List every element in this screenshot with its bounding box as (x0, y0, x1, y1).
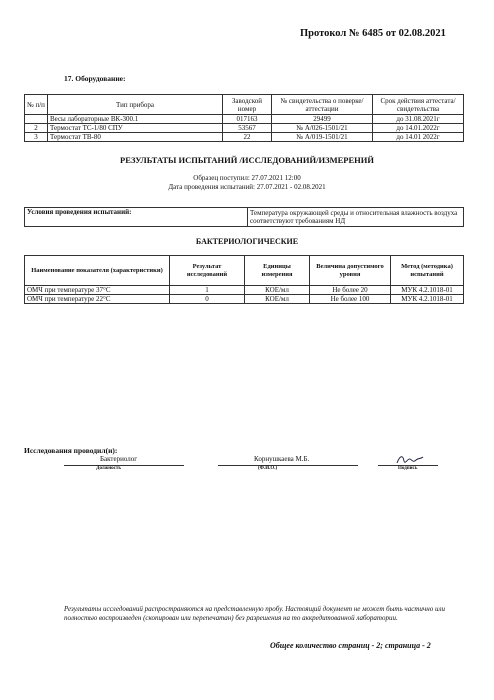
name-value: Корнушкаева М.Б. (254, 455, 310, 463)
cell: 2 (25, 124, 48, 133)
position-caption: Должность (96, 466, 122, 471)
cell: Термостат ТВ-80 (48, 133, 223, 142)
name-caption: (Ф.И.О.) (258, 466, 278, 471)
cell: № А/026-1501/21 (272, 124, 373, 133)
equip-col-cert: № свидетельства о поверке/аттестации (272, 95, 373, 115)
bact-col-name: Наименование показателя (характеристики) (25, 256, 170, 286)
table-row (25, 133, 464, 142)
cell: до 14.01.2022г (373, 124, 464, 133)
cell (25, 115, 48, 124)
cell: до 31.08.2021г (373, 115, 464, 124)
cell: Термостат ТС-1/80 СПУ (48, 124, 223, 133)
position-value: Бактериолог (100, 455, 138, 463)
cell: 29499 (272, 115, 373, 124)
cell: 1 (170, 286, 245, 295)
cell: 22 (223, 133, 272, 142)
test-dates: Дата проведения испытаний: 27.07.2021 - 02.08.2021 (168, 183, 326, 191)
results-title: РЕЗУЛЬТАТЫ ИСПЫТАНИЙ /ИССЛЕДОВАНИЙ/ИЗМЕРЕНИЙ (120, 155, 374, 165)
bact-col-method: Метод (методика) испытаний (391, 256, 464, 286)
cell: до 14.01 2022г (373, 133, 464, 142)
equip-col-serial: Заводской номер (223, 95, 272, 115)
handwritten-signature (395, 453, 425, 467)
cell: Не более 20 (310, 286, 391, 295)
cell: Не более 100 (310, 295, 391, 304)
cell: МУК 4.2.1018-01 (391, 295, 464, 304)
bacteriology-table (24, 255, 464, 304)
cell: 0 (170, 295, 245, 304)
equipment-table (24, 94, 464, 142)
equipment-section-title: 17. Оборудование: (64, 74, 126, 83)
equip-col-validity: Срок действия аттестата/свидетельства (373, 95, 464, 115)
cell: МУК 4.2.1018-01 (391, 286, 464, 295)
bact-col-result: Результат исследований (170, 256, 245, 286)
cell: 017163 (223, 115, 272, 124)
table-row (25, 115, 464, 124)
cell: № А/019-1501/21 (272, 133, 373, 142)
footer-disclaimer: Результаты исследований распространяются на представленную пробу. Настоящий документ не может быть частично или полностью воспроизведен (скопирован или перепечатан) без разрешения на то аккредитованной лаборатории. (64, 605, 445, 622)
equip-col-type: Тип прибора (48, 95, 223, 115)
cell: 3 (25, 133, 48, 142)
cell: ОМЧ при температуре 37°C (25, 286, 170, 295)
cell: Весы лабораторные ВК-300.1 (48, 115, 223, 124)
protocol-title: Протокол № 6485 от 02.08.2021 (300, 28, 446, 39)
sample-received: Образец поступил: 27.07.2021 12:00 (193, 174, 301, 182)
table-row (25, 124, 464, 133)
bacteriology-title: БАКТЕРИОЛОГИЧЕСКИЕ (195, 237, 299, 246)
results-dates (0, 174, 494, 192)
conditions-label: Условия проведения испытаний: (25, 208, 248, 227)
table-row (25, 295, 464, 304)
cell: ОМЧ при температуре 22°C (25, 295, 170, 304)
equip-col-num: № п/п (25, 95, 48, 115)
bact-col-limit: Величина допустимого уровня (310, 256, 391, 286)
conditions-table (24, 207, 464, 227)
conducted-by-heading: Исследования проводил(и): (24, 446, 118, 455)
cell: КОЕ/мл (245, 286, 310, 295)
conditions-value: Температура окружающей среды и относительная влажность воздуха соответствуют требованиям НД (248, 208, 464, 227)
bact-col-units: Единицы измерения (245, 256, 310, 286)
page-count: Общее количество страниц - 2; страница - 2 (270, 641, 431, 650)
table-row (25, 286, 464, 295)
cell: 53567 (223, 124, 272, 133)
cell: КОЕ/мл (245, 295, 310, 304)
signature-caption: Подпись (398, 466, 418, 471)
